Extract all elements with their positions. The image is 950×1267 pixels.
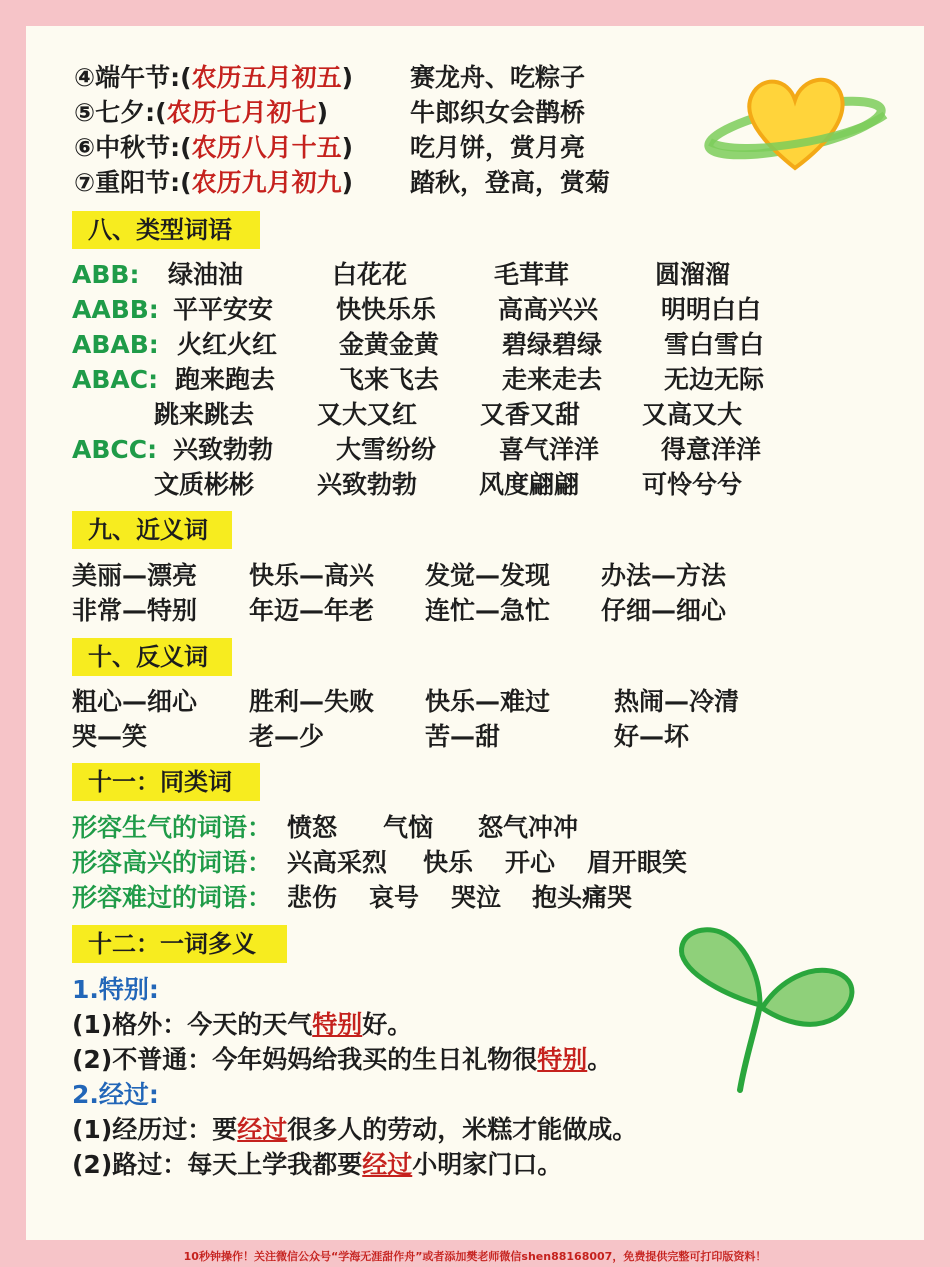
example-sentence: (1)格外：今天的天气特别好。: [72, 1010, 413, 1039]
festival-desc: 吃月饼，赏月亮: [410, 133, 586, 162]
synonym-pair: 年迈—年老: [249, 596, 375, 625]
section-heading: 九、近义词: [72, 511, 232, 549]
synonym-pair: 连忙—急忙: [425, 596, 551, 625]
section-heading: 十、反义词: [72, 638, 232, 676]
example-sentence: (2)不普通：今年妈妈给我买的生日礼物很特别。: [72, 1045, 613, 1074]
category-word: 开心: [505, 848, 556, 877]
type-word: 兴致勃勃: [173, 435, 274, 464]
antonym-pair: 快乐—难过: [425, 687, 551, 716]
festival-line: ④端午节:(农历五月初五): [74, 63, 354, 92]
type-label: ABCC:: [72, 435, 158, 464]
festival-line: ⑥中秋节:(农历八月十五): [74, 133, 354, 162]
antonym-pair: 苦—甜: [425, 722, 501, 751]
type-word: 走来走去: [502, 365, 603, 394]
category-word: 愤怒: [287, 813, 338, 842]
type-word: 金黄金黄: [339, 330, 440, 359]
synonym-pair: 发觉—发现: [425, 561, 551, 590]
example-sentence: (1)经历过：要经过很多人的劳动，米糕才能做成。: [72, 1115, 638, 1144]
type-word: 风度翩翩: [479, 470, 580, 499]
antonym-pair: 热闹—冷清: [614, 687, 740, 716]
festival-line: ⑤七夕:(农历七月初七): [74, 98, 329, 127]
antonym-pair: 老—少: [249, 722, 325, 751]
category-word: 怒气冲冲: [478, 813, 579, 842]
type-word: 圆溜溜: [655, 260, 731, 289]
type-label: ABAB:: [72, 330, 159, 359]
category-label: 形容生气的词语：: [72, 813, 273, 842]
type-word: 高高兴兴: [498, 295, 599, 324]
category-word: 悲伤: [287, 883, 338, 912]
type-word: 又大又红: [317, 400, 418, 429]
type-word: 白花花: [332, 260, 408, 289]
section-heading: 八、类型词语: [72, 211, 260, 249]
type-word: 喜气洋洋: [499, 435, 600, 464]
type-word: 得意洋洋: [661, 435, 762, 464]
category-word: 兴高采烈: [287, 848, 388, 877]
type-word: 大雪纷纷: [336, 435, 437, 464]
category-word: 哀号: [369, 883, 420, 912]
type-word: 毛茸茸: [494, 260, 570, 289]
type-label: ABB:: [72, 260, 140, 289]
antonym-pair: 好—坏: [614, 722, 690, 751]
example-sentence: (2)路过：每天上学我都要经过小明家门口。: [72, 1150, 563, 1179]
type-word: 飞来飞去: [339, 365, 440, 394]
footer-note: 10秒钟操作！关注微信公众号“学海无涯甜作舟”或者添加樊老师微信shen88168007，免费提供完整可打印版资料！: [183, 1250, 767, 1263]
category-word: 快乐: [423, 848, 474, 877]
type-label: ABAC:: [72, 365, 159, 394]
type-word: 又香又甜: [480, 400, 581, 429]
festival-desc: 牛郎织女会鹊桥: [410, 98, 586, 127]
synonym-pair: 快乐—高兴: [249, 561, 375, 590]
synonym-pair: 办法—方法: [601, 561, 727, 590]
type-word: 跑来跑去: [175, 365, 276, 394]
type-word: 火红火红: [177, 330, 278, 359]
type-word: 可怜兮兮: [642, 470, 743, 499]
type-label: AABB:: [72, 295, 159, 324]
type-word: 碧绿碧绿: [502, 330, 603, 359]
festival-desc: 赛龙舟、吃粽子: [410, 63, 586, 92]
word-title: 1.特别:: [72, 975, 159, 1004]
type-word: 又高又大: [642, 400, 743, 429]
type-word: 兴致勃勃: [317, 470, 418, 499]
antonym-pair: 粗心—细心: [72, 687, 198, 716]
category-label: 形容难过的词语：: [72, 883, 273, 912]
antonym-pair: 哭—笑: [72, 722, 148, 751]
type-word: 跳来跳去: [154, 400, 255, 429]
type-word: 绿油油: [168, 260, 244, 289]
word-title: 2.经过:: [72, 1080, 159, 1109]
synonym-pair: 美丽—漂亮: [72, 561, 198, 590]
festival-desc: 踏秋，登高，赏菊: [410, 168, 611, 197]
type-word: 明明白白: [661, 295, 762, 324]
category-word: 眉开眼笑: [587, 848, 688, 877]
type-word: 雪白雪白: [664, 330, 765, 359]
antonym-pair: 胜利—失败: [249, 687, 375, 716]
section-heading: 十二：一词多义: [72, 925, 287, 963]
sprout-icon: [670, 920, 870, 1100]
type-word: 平平安安: [173, 295, 274, 324]
type-word: 文质彬彬: [154, 470, 255, 499]
heart-ring-icon: [700, 70, 895, 180]
synonym-pair: 仔细—细心: [601, 596, 727, 625]
synonym-pair: 非常—特别: [72, 596, 198, 625]
category-label: 形容高兴的词语：: [72, 848, 273, 877]
category-word: 气恼: [383, 813, 434, 842]
type-word: 无边无际: [664, 365, 765, 394]
category-word: 抱头痛哭: [532, 883, 633, 912]
section-heading: 十一：同类词: [72, 763, 260, 801]
type-word: 快快乐乐: [336, 295, 437, 324]
category-word: 哭泣: [451, 883, 502, 912]
festival-line: ⑦重阳节:(农历九月初九): [74, 168, 354, 197]
